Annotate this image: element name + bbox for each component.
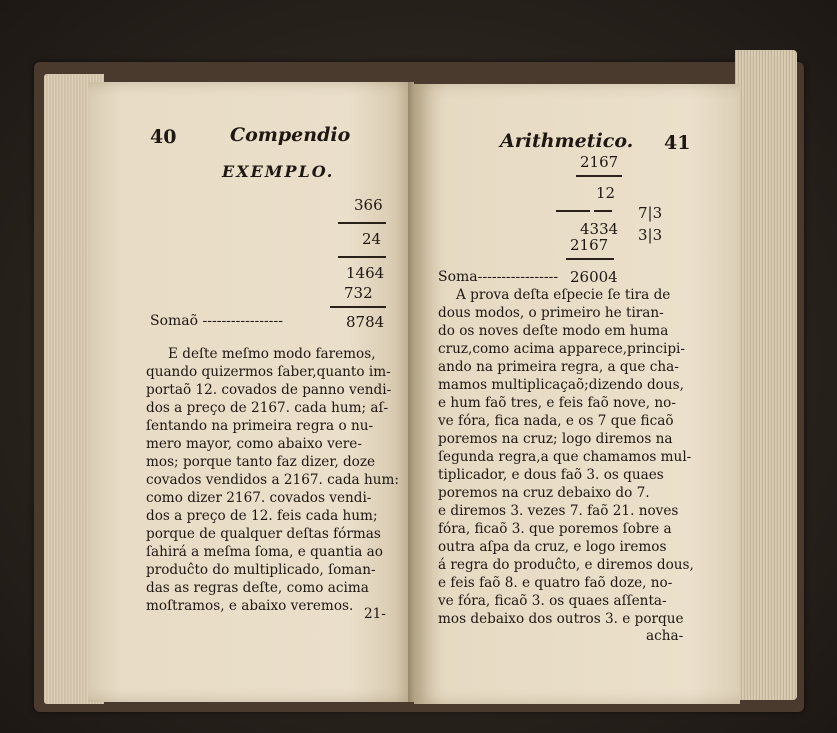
left-line: covados vendidos a 2167. cada hum: — [146, 472, 399, 488]
left-line: dos a preço de 12. feis cada hum; — [146, 508, 378, 524]
right-catchword: acha- — [646, 628, 684, 644]
left-rule-1 — [338, 222, 386, 224]
right-line: ve fóra, ficaõ 3. os quaes aſſenta- — [438, 593, 667, 609]
right-line: poremos na cruz debaixo do 7. — [438, 485, 650, 501]
left-partial-2: 732 — [344, 284, 373, 302]
proof-cross-bottom: 3|3 — [638, 226, 663, 244]
right-sum-label: Soma----------------- — [438, 269, 559, 285]
right-line: e hum faõ tres, e feis faõ nove, no- — [438, 395, 676, 411]
left-line: quando quizermos ſaber,quanto im- — [146, 364, 391, 380]
right-line: outra aſpa da cruz, e logo iremos — [438, 539, 667, 555]
right-line: mos debaixo dos outros 3. e porque — [438, 611, 684, 627]
proof-cross-top: 7|3 — [638, 204, 663, 222]
left-line: mos; porque tanto faz dizer, doze — [146, 454, 376, 470]
left-catchword: 21- — [364, 606, 386, 622]
right-line: A prova deſta eſpecie ſe tira de — [456, 287, 671, 303]
left-line: das as regras deſte, como acima — [146, 580, 369, 596]
right-line: tiplicador, e dous faõ 3. os quaes — [438, 467, 664, 483]
left-line: E deſte meſmo modo faremos, — [168, 346, 376, 362]
right-multiplicand: 2167 — [580, 153, 619, 171]
left-multiplicand: 366 — [354, 196, 383, 214]
right-line: á regra do produĉto, e diremos dous, — [438, 557, 694, 573]
right-line: e diremos 3. vezes 7. faõ 21. noves — [438, 503, 679, 519]
left-line: ſahirá a meſma ſoma, e quantia ao — [146, 544, 383, 560]
left-rule-3 — [330, 306, 386, 308]
left-line: porque de qualquer deſtas fórmas — [146, 526, 381, 542]
left-line: dos a preço de 2167. cada hum; aſ- — [146, 400, 389, 416]
right-line: ando na primeira regra, a que cha- — [438, 359, 679, 375]
right-rule-3 — [566, 258, 614, 260]
right-rule-2a — [556, 210, 590, 212]
example-title: EXEMPLO. — [222, 162, 335, 181]
left-sum-label: Somaõ ----------------- — [150, 313, 283, 329]
left-partial-1: 1464 — [346, 264, 385, 282]
left-line: mero mayor, como abaixo vere- — [146, 436, 362, 452]
right-line: fóra, ficaõ 3. que poremos ſobre a — [438, 521, 672, 537]
right-rule-1 — [576, 175, 622, 177]
left-line: moſtramos, e abaixo veremos. — [146, 598, 354, 614]
right-partial-1: 4334 — [580, 220, 619, 238]
left-line: como dizer 2167. covados vendi- — [146, 490, 372, 506]
right-line: e feis faõ 8. e quatro faõ doze, no- — [438, 575, 673, 591]
left-rule-2 — [338, 256, 386, 258]
right-page-number: 41 — [664, 132, 691, 154]
right-line: dous modos, o primeiro he tiran- — [438, 305, 664, 321]
right-line: do os noves deſte modo em huma — [438, 323, 669, 339]
left-running-head: Compendio — [230, 124, 351, 146]
left-multiplier: 24 — [362, 230, 382, 248]
right-partial-2: 2167 — [570, 236, 609, 254]
right-running-head: Arithmetico. — [500, 130, 634, 152]
right-page-edges — [735, 50, 797, 700]
right-multiplier: 12 — [596, 184, 616, 202]
right-sum-value: 26004 — [570, 268, 618, 286]
right-rule-2b — [594, 210, 612, 212]
right-line: ve fóra, fica nada, e os 7 que ficaõ — [438, 413, 674, 429]
right-line: ſegunda regra,a que chamamos mul- — [438, 449, 692, 465]
left-line: ſentando na primeira regra o nu- — [146, 418, 374, 434]
left-line: portaõ 12. covados de panno vendi- — [146, 382, 392, 398]
left-line: produĉto do multiplicado, ſoman- — [146, 562, 376, 578]
right-line: mamos multiplicaçaõ;dizendo dous, — [438, 377, 684, 393]
left-page-number: 40 — [150, 126, 177, 148]
left-sum-value: 8784 — [346, 313, 385, 331]
right-line: cruz,como acima apparece,principi- — [438, 341, 685, 357]
right-line: poremos na cruz; logo diremos na — [438, 431, 673, 447]
